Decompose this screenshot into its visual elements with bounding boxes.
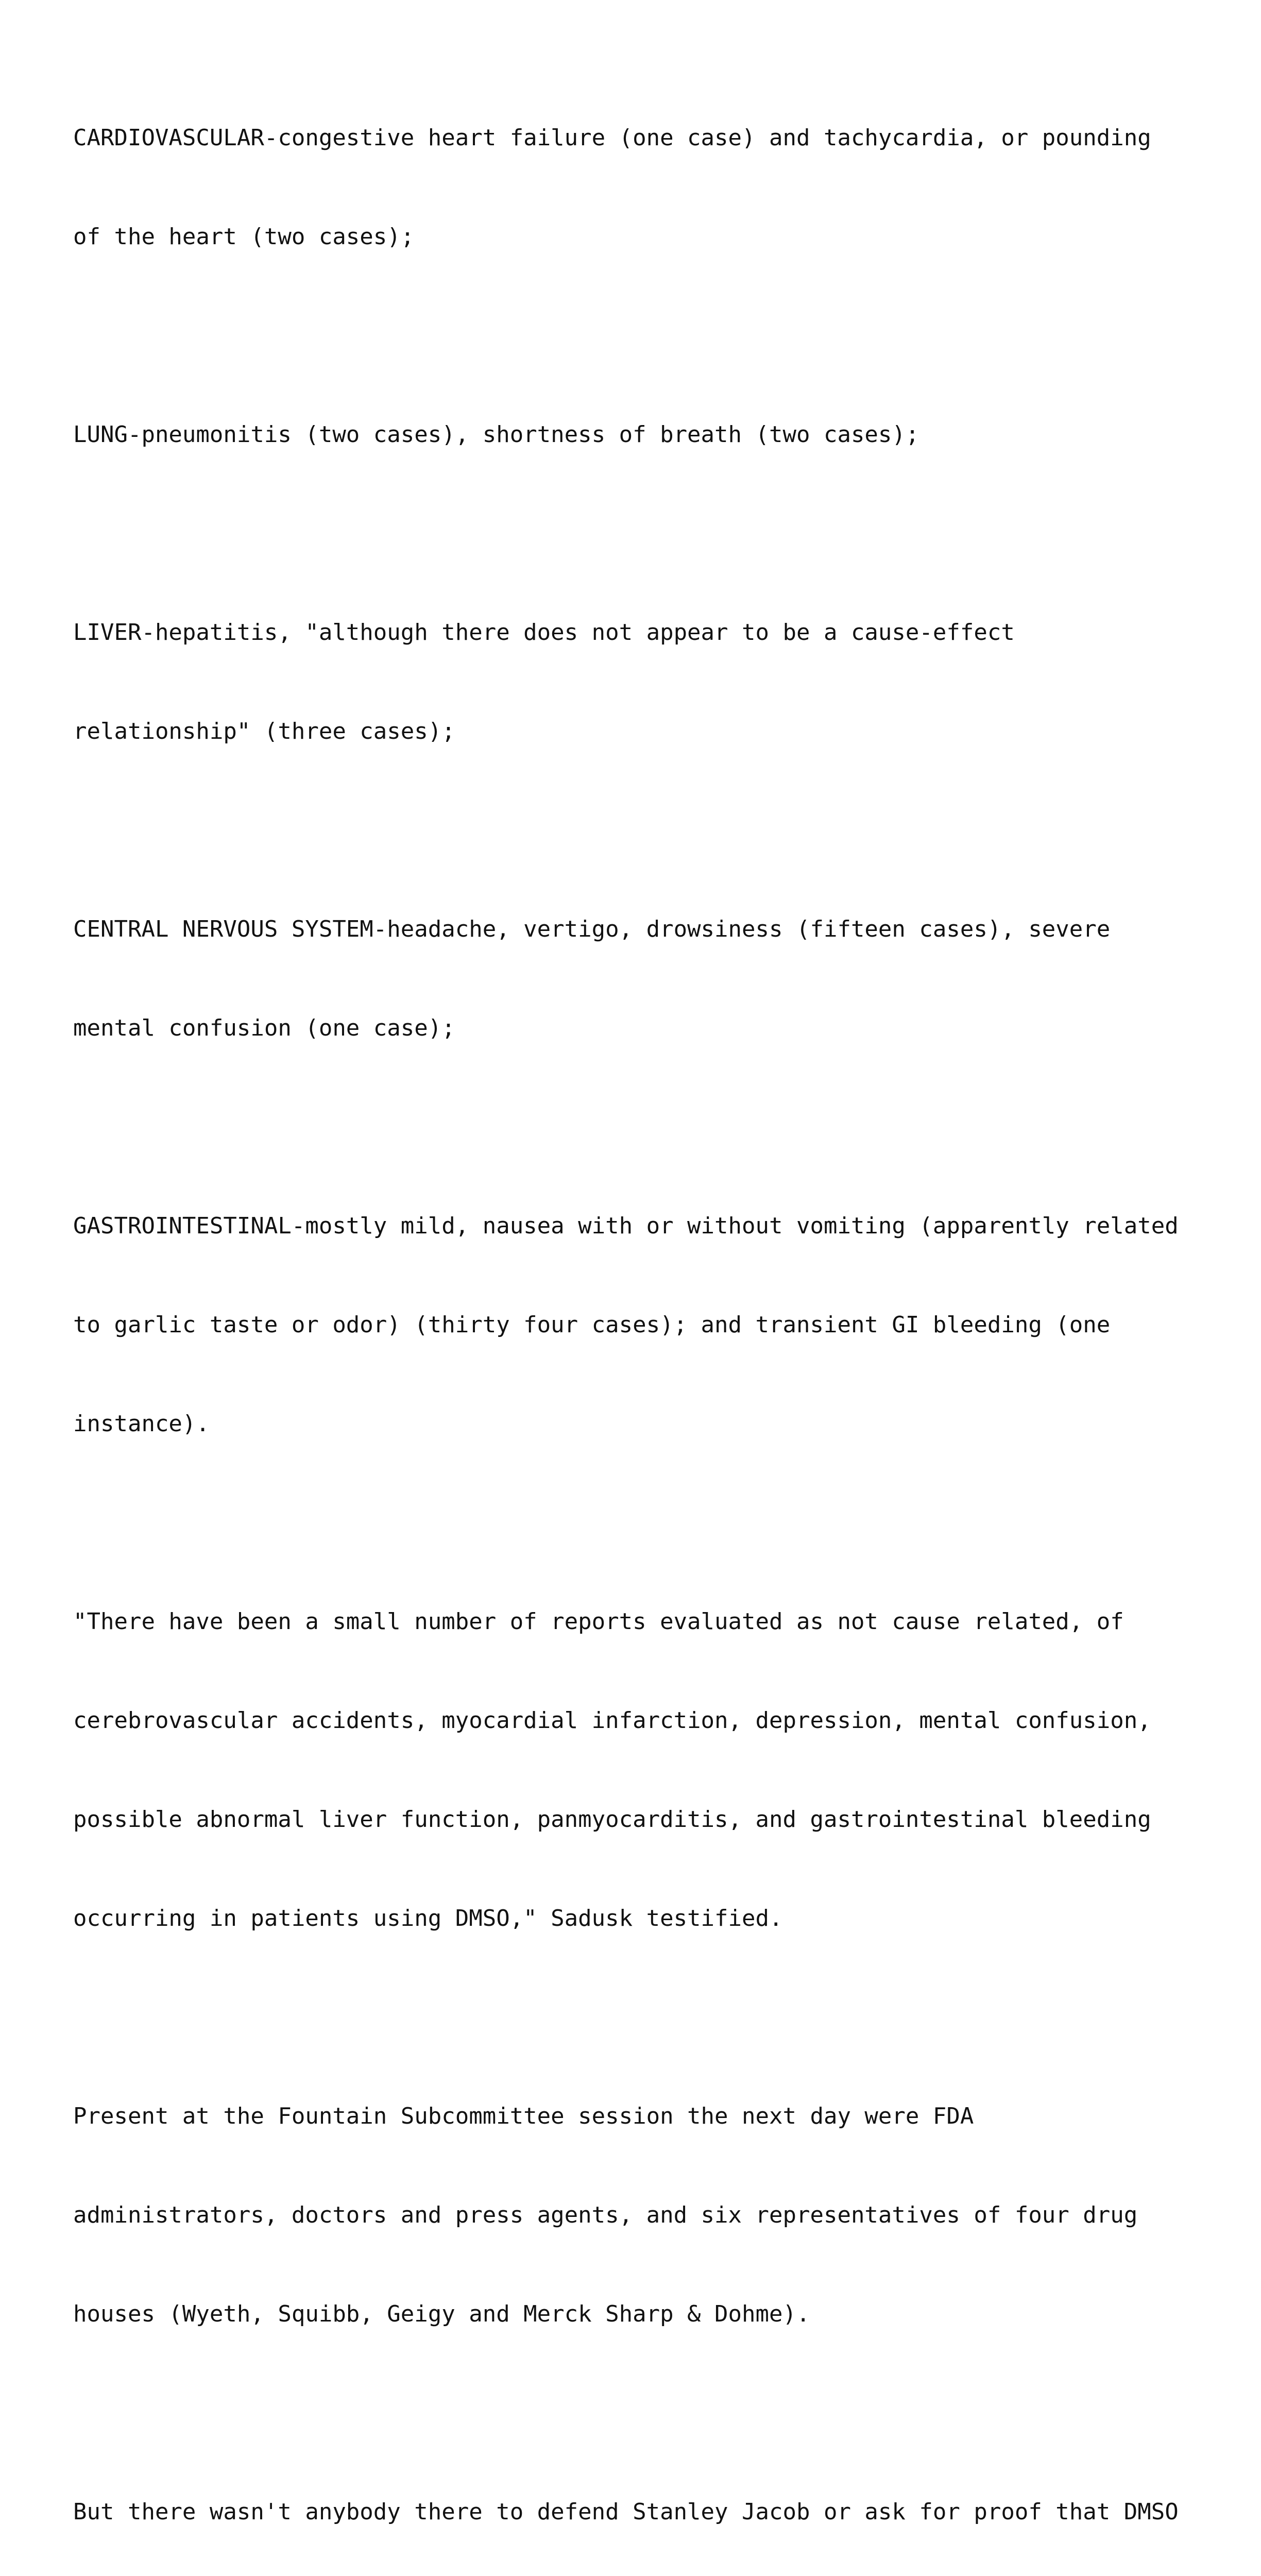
paragraph-cardiovascular bbox=[73, 56, 1196, 319]
paragraph-no-defense bbox=[73, 2430, 1196, 2576]
text-line: CENTRAL NERVOUS SYSTEM-headache, vertigo, drowsiness (fifteen cases), severe bbox=[73, 916, 1111, 942]
paragraph-subcommittee-session bbox=[73, 2034, 1196, 2397]
text-line: administrators, doctors and press agents, and six representatives of four drug bbox=[73, 2202, 1138, 2228]
text-line: houses (Wyeth, Squibb, Geigy and Merck Sharp & Dohme). bbox=[73, 2301, 810, 2327]
text-line: LIVER-hepatitis, "although there does not appear to be a cause-effect bbox=[73, 619, 1015, 646]
text-line: cerebrovascular accidents, myocardial infarction, depression, mental confusion, bbox=[73, 1707, 1151, 1734]
text-line: Present at the Fountain Subcommittee session the next day were FDA bbox=[73, 2103, 974, 2129]
text-line: instance). bbox=[73, 1411, 210, 1437]
document-page bbox=[73, 56, 1196, 2576]
text-line: GASTROINTESTINAL-mostly mild, nausea with or without vomiting (apparently related bbox=[73, 1213, 1179, 1239]
text-line: to garlic taste or odor) (thirty four cases); and transient GI bleeding (one bbox=[73, 1312, 1111, 1338]
text-line: of the heart (two cases); bbox=[73, 224, 415, 250]
text-line: relationship" (three cases); bbox=[73, 718, 455, 744]
text-line: possible abnormal liver function, panmyocarditis, and gastrointestinal bleeding bbox=[73, 1806, 1151, 1833]
paragraph-liver bbox=[73, 550, 1196, 814]
text-line: LUNG-pneumonitis (two cases), shortness of breath (two cases); bbox=[73, 421, 919, 448]
text-line: occurring in patients using DMSO," Sadusk testified. bbox=[73, 1905, 783, 1931]
paragraph-central-nervous-system bbox=[73, 847, 1196, 1111]
text-line: But there wasn't anybody there to defend Stanley Jacob or ask for proof that DMSO bbox=[73, 2499, 1179, 2525]
paragraph-sadusk-quote bbox=[73, 1539, 1196, 2001]
text-line: "There have been a small number of reports evaluated as not cause related, of bbox=[73, 1608, 1124, 1635]
text-line: CARDIOVASCULAR-congestive heart failure (one case) and tachycardia, or pounding bbox=[73, 125, 1151, 151]
paragraph-lung bbox=[73, 352, 1196, 517]
text-line: mental confusion (one case); bbox=[73, 1015, 455, 1041]
paragraph-gastrointestinal bbox=[73, 1144, 1196, 1506]
